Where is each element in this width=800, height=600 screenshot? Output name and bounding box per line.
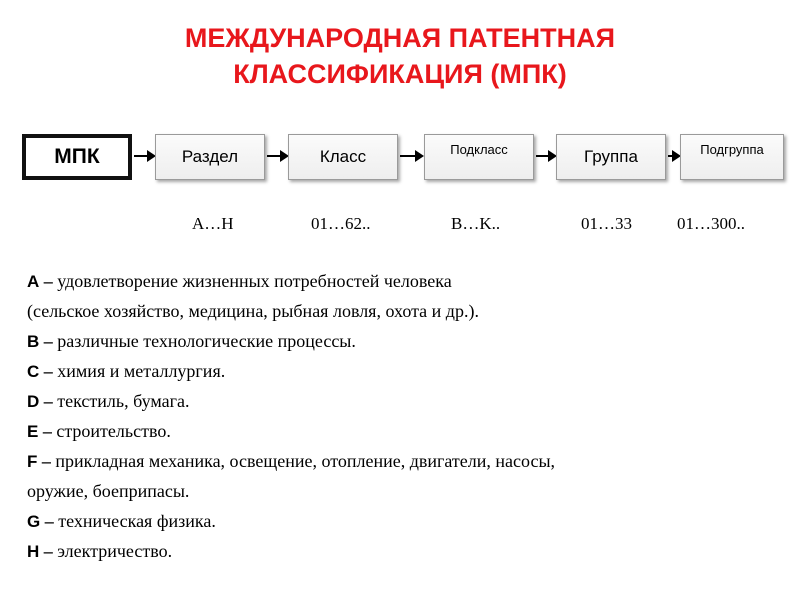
range-subgroup: 01…300.. — [677, 214, 745, 233]
section-letter: B — [27, 332, 40, 351]
title-line-1: МЕЖДУНАРОДНАЯ ПАТЕНТНАЯ — [184, 23, 616, 53]
section-box: Раздел — [155, 134, 265, 180]
page-title — [0, 20, 800, 92]
arrow-class-subclass — [400, 155, 422, 157]
arrow-subclass-group — [536, 155, 555, 157]
subgroup-box: Подгруппа — [680, 134, 784, 180]
section-text: техническая физика. — [58, 511, 216, 531]
range-subclass: B…K.. — [451, 214, 501, 233]
section-text: оружие, боеприпасы. — [27, 481, 190, 501]
section-list — [27, 270, 787, 570]
section-text: прикладная механика, освещение, отопление, двигатели, насосы, — [55, 451, 556, 471]
section-text: электричество. — [57, 541, 173, 561]
list-item: B – различные технологические процессы. — [27, 331, 356, 351]
range-class: 01…62.. — [311, 214, 371, 233]
arrow-mpk-section — [134, 155, 154, 157]
section-letter: E — [27, 422, 39, 441]
section-letter: H — [27, 542, 40, 561]
section-letter: A — [27, 272, 40, 291]
list-item-continuation — [27, 300, 787, 330]
section-text: различные технологические процессы. — [57, 331, 356, 351]
mpk-box: МПК — [22, 134, 132, 180]
class-box: Класс — [288, 134, 398, 180]
group-box: Группа — [556, 134, 666, 180]
section-text: химия и металлургия. — [57, 361, 226, 381]
section-letter: G — [27, 512, 41, 531]
section-text: текстиль, бумага. — [57, 391, 190, 411]
list-item: D – текстиль, бумага. — [27, 391, 190, 411]
arrow-group-subgroup — [668, 155, 679, 157]
section-text: удовлетворение жизненных потребностей человека — [57, 271, 452, 291]
list-item: G – техническая физика. — [27, 511, 216, 531]
section-letter: C — [27, 362, 40, 381]
section-letter: F — [27, 452, 38, 471]
title-line-2: КЛАССИФИКАЦИЯ (МПК) — [233, 59, 567, 89]
list-item: F – прикладная механика, освещение, отопление, двигатели, насосы, — [27, 451, 556, 471]
arrow-section-class — [267, 155, 287, 157]
list-item: E – строительство. — [27, 421, 171, 441]
subclass-box: Подкласс — [424, 134, 534, 180]
section-text: строительство. — [56, 421, 171, 441]
list-item: C – химия и металлургия. — [27, 361, 226, 381]
list-item: A – удовлетворение жизненных потребностей человека — [27, 271, 452, 291]
section-text: (сельское хозяйство, медицина, рыбная ловля, охота и др.). — [27, 301, 479, 321]
section-letter: D — [27, 392, 40, 411]
range-group: 01…33 — [581, 214, 632, 233]
list-item-continuation — [27, 480, 787, 510]
range-section: A…H — [192, 214, 234, 233]
list-item: H – электричество. — [27, 541, 173, 561]
